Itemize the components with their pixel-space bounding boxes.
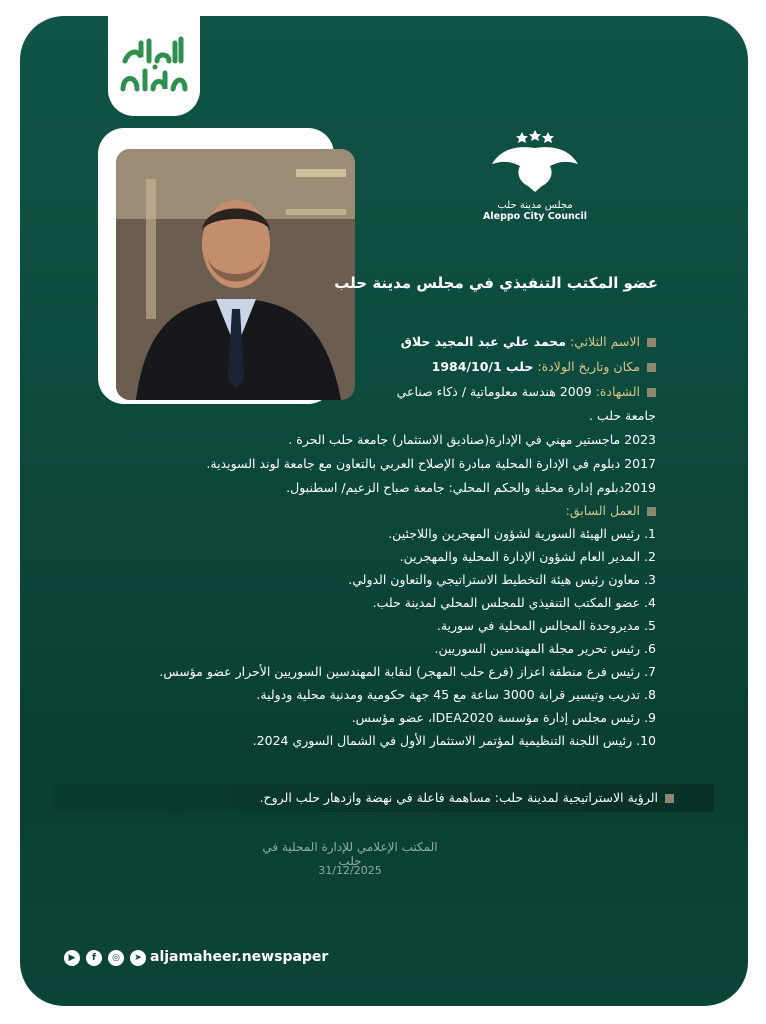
- telegram-icon[interactable]: ➤: [130, 950, 146, 966]
- work-item: 4. عضو المكتب التنفيذي للمجلس المحلي لمدينة حلب.: [372, 595, 656, 610]
- bullet-icon: [665, 794, 674, 803]
- vision-banner: [52, 784, 714, 812]
- work-item: 3. معاون رئيس هيئة التخطيط الاستراتيجي والتعاون الدولي.: [348, 572, 656, 587]
- eagle-emblem-icon: [490, 130, 580, 194]
- name-label: الاسم الثلاثي:: [570, 334, 640, 349]
- page-title: عضو المكتب التنفيذي في مجلس مدينة حلب: [334, 274, 658, 292]
- aljamaheer-logo-icon: [115, 31, 193, 101]
- bullet-icon: [647, 363, 656, 372]
- media-office: المكتب الإعلامي للإدارة المحلية في حلب: [262, 840, 438, 868]
- name-value: محمد علي عبد المجيد حلاق: [400, 334, 567, 349]
- work-label: العمل السابق:: [565, 503, 640, 518]
- publish-date: 31/12/2025: [318, 864, 382, 877]
- work-item: 1. رئيس الهيئة السورية لشؤون المهجرين واللاجئين.: [388, 526, 656, 541]
- degree-value: 2009 هندسة معلوماتية / ذكاء صناعي: [396, 384, 592, 399]
- education-line: 2023 ماجستير مهني في الإدارة(صناديق الاستثمار) جامعة حلب الحرة .: [288, 432, 656, 447]
- work-header: [566, 503, 656, 518]
- education-line: جامعة حلب .: [588, 408, 656, 423]
- work-item: 9. رئيس مجلس إدارة مؤسسة IDEA2020، عضو مؤسس.: [351, 710, 656, 725]
- social-handle[interactable]: aljamaheer.newspaper: [150, 949, 329, 965]
- newspaper-logo: [108, 16, 200, 116]
- degree-row: [397, 384, 656, 399]
- work-item: 2. المدير العام لشؤون الإدارة المحلية والمهجرين.: [399, 549, 656, 564]
- facebook-icon[interactable]: f: [86, 950, 102, 966]
- youtube-icon[interactable]: ▶: [64, 950, 80, 966]
- birth-label: مكان وتاريخ الولادة:: [537, 359, 640, 374]
- name-row: [401, 334, 656, 349]
- work-item: 6. رئيس تحرير مجلة المهندسين السوريين.: [434, 641, 656, 656]
- education-line: 2019دبلوم إدارة محلية والحكم المحلي: جامعة صباح الزعيم/ اسطنبول.: [286, 480, 656, 495]
- education-line: 2017 دبلوم في الإدارة المحلية مبادرة الإصلاح العربي بالتعاون مع جامعة لوند السويدية.: [206, 456, 656, 471]
- vision-text: [260, 790, 674, 805]
- vision-statement: الرؤية الاستراتيجية لمدينة حلب: مساهمة فاعلة في نهضة وازدهار حلب الروح.: [259, 790, 658, 805]
- bullet-icon: [647, 507, 656, 516]
- birth-value: حلب 1984/10/1: [431, 359, 534, 374]
- bullet-icon: [647, 338, 656, 347]
- work-item: 8. تدريب وتيسير قرابة 3000 ساعة مع 45 جهة حكومية ومدنية محلية ودولية.: [256, 687, 656, 702]
- work-item: 7. رئيس فرع منطقة اعزاز (فرع حلب المهجر) لنقابة المهندسين السوريين الأحرار عضو مؤسس.: [159, 664, 656, 679]
- council-emblem: [470, 130, 600, 222]
- work-item: 10. رئيس اللجنة التنظيمية لمؤتمر الاستثمار الأول في الشمال السوري 2024.: [252, 733, 656, 748]
- council-name-ar: مجلس مدينة حلب: [497, 200, 573, 211]
- work-item: 5. مديروحدة المجالس المحلية في سورية.: [436, 618, 656, 633]
- instagram-icon[interactable]: ◎: [108, 950, 124, 966]
- degree-label: الشهادة:: [595, 384, 640, 399]
- poster-card: [20, 16, 748, 1006]
- birth-row: [432, 359, 656, 374]
- council-name-en: Aleppo City Council: [483, 211, 587, 222]
- bullet-icon: [647, 388, 656, 397]
- portrait-photo: [116, 149, 355, 400]
- social-icons: [64, 950, 146, 966]
